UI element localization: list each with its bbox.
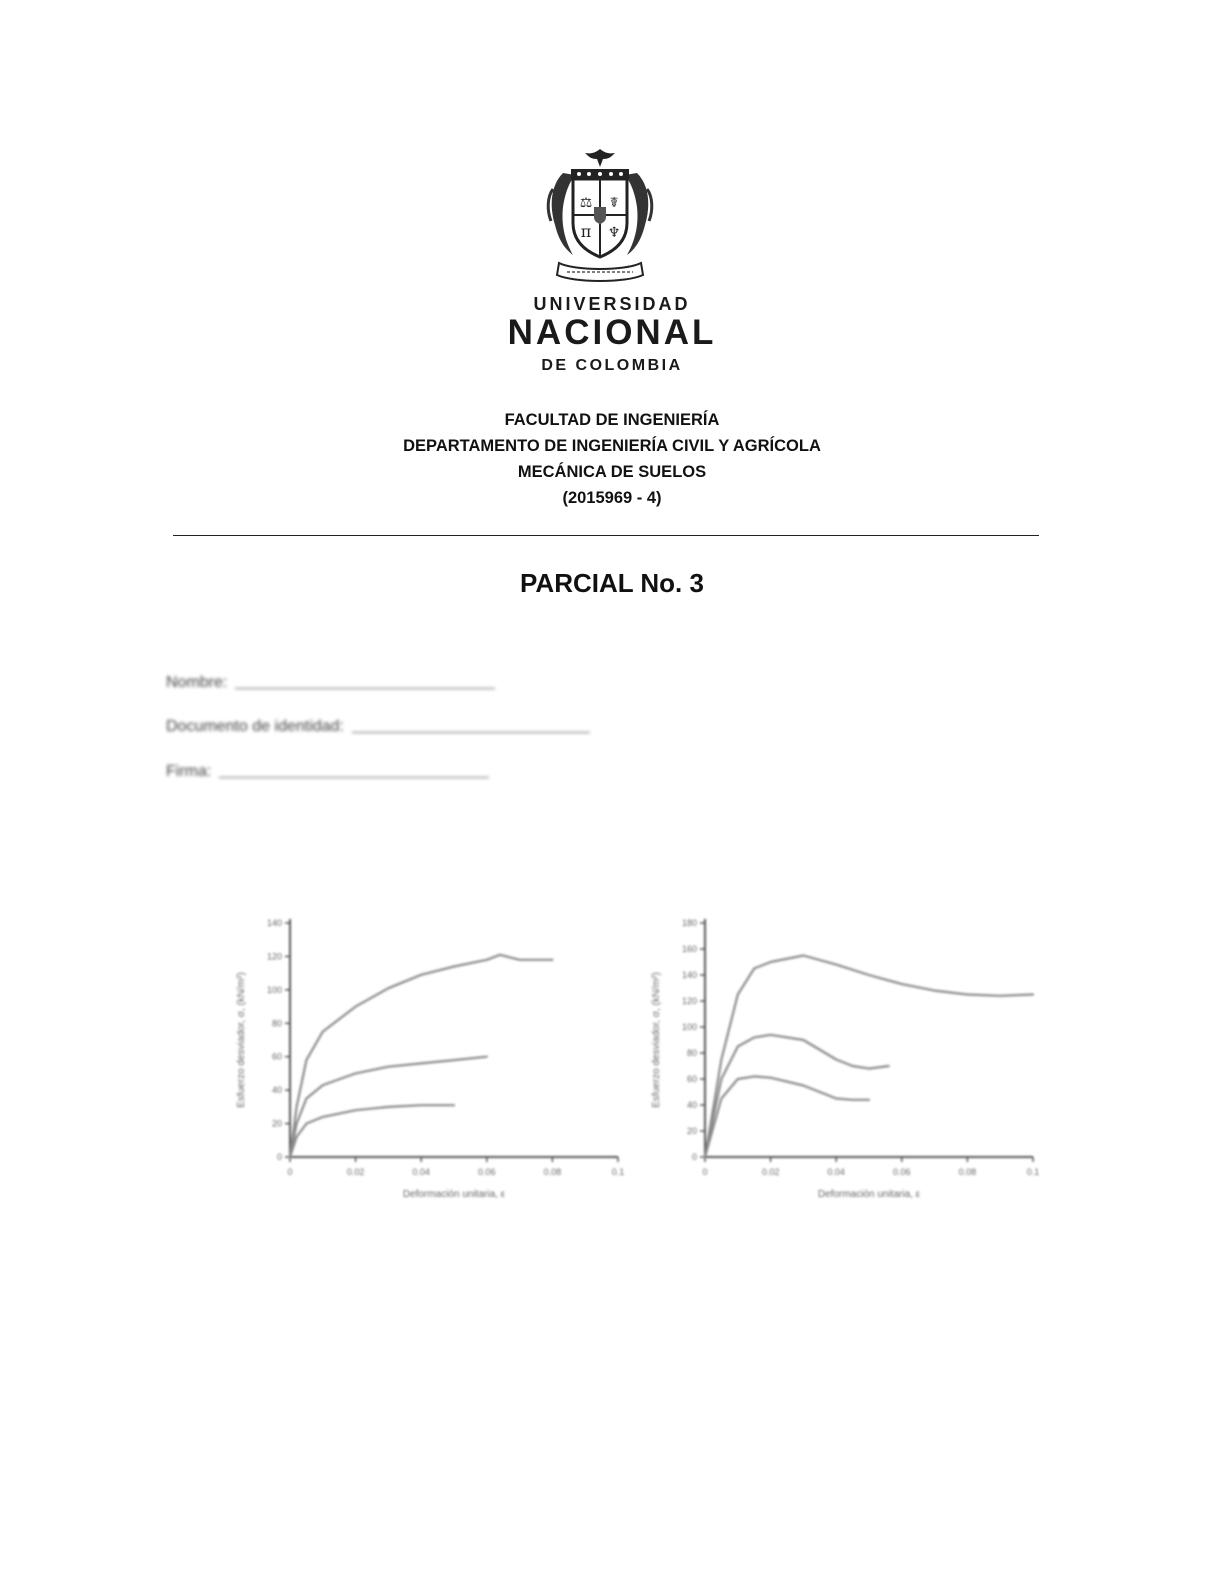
y-tick-label: 60 [686, 1074, 697, 1084]
x-tick-label: 0.06 [478, 1167, 496, 1177]
x-tick-label: 0.1 [1026, 1167, 1040, 1177]
logo-line-de-colombia: DE COLOMBIA [541, 357, 683, 374]
id-document-field-label: Documento de identidad: [166, 718, 344, 735]
y-tick-label: 60 [271, 1051, 282, 1062]
svg-text:☤: ☤ [609, 195, 619, 211]
y-tick-label: 20 [271, 1118, 282, 1129]
y-tick-label: 100 [266, 984, 282, 995]
name-field-line[interactable] [235, 688, 495, 689]
y-tick-label: 0 [276, 1152, 282, 1162]
signature-field-line[interactable] [219, 777, 489, 778]
logo-line-nacional: NACIONAL [507, 313, 717, 352]
y-tick-label: 100 [681, 1022, 697, 1032]
header-divider [173, 535, 1039, 536]
y-tick-label: 0 [691, 1152, 697, 1162]
svg-text:π: π [580, 222, 592, 241]
course-code: (2015969 - 4) [562, 489, 662, 507]
x-axis-label: Deformación unitaria, ε [817, 1189, 921, 1200]
department-heading: DEPARTAMENTO DE INGENIERÍA CIVIL Y AGRÍCOLA [403, 437, 821, 455]
svg-text:♆: ♆ [607, 225, 621, 241]
series-line-3 [705, 1076, 869, 1157]
signature-field[interactable] [166, 759, 489, 781]
x-tick-label: 0.04 [412, 1167, 430, 1177]
x-tick-label: 0.06 [893, 1167, 911, 1177]
university-seal-icon [545, 145, 655, 287]
logo-line-universidad: UNIVERSIDAD [533, 294, 691, 314]
series-line-1 [290, 955, 552, 1157]
name-field-label: Nombre: [166, 674, 228, 691]
x-tick-label: 0.08 [958, 1167, 977, 1177]
series-line-3 [290, 1105, 454, 1157]
y-axis-label: Esfuerzo desviador, σ, (kN/m²) [236, 972, 247, 1108]
y-tick-label: 120 [681, 996, 697, 1006]
stress-strain-chart-left [220, 905, 630, 1215]
signature-field-label: Firma: [166, 763, 212, 780]
y-tick-label: 40 [686, 1100, 697, 1110]
stress-strain-chart-right [635, 905, 1045, 1215]
y-tick-label: 180 [681, 918, 697, 928]
y-tick-label: 20 [686, 1126, 697, 1136]
x-tick-label: 0 [287, 1167, 293, 1177]
y-tick-label: 160 [681, 944, 697, 954]
x-tick-label: 0.04 [827, 1167, 845, 1177]
y-tick-label: 120 [266, 951, 282, 962]
y-tick-label: 80 [271, 1018, 282, 1029]
name-field[interactable] [166, 670, 495, 692]
series-line-2 [705, 1035, 889, 1157]
x-tick-label: 0.02 [346, 1167, 365, 1177]
y-axis-label: Esfuerzo desviador, σ, (kN/m²) [651, 972, 662, 1108]
x-tick-label: 0.1 [611, 1167, 625, 1177]
x-tick-label: 0.08 [543, 1167, 562, 1177]
y-tick-label: 40 [271, 1085, 282, 1096]
id-document-field[interactable] [166, 714, 590, 736]
faculty-heading: FACULTAD DE INGENIERÍA [504, 411, 720, 429]
series-line-1 [705, 956, 1033, 1158]
course-heading: MECÁNICA DE SUELOS [517, 463, 707, 481]
x-tick-label: 0 [702, 1167, 708, 1177]
x-axis-label: Deformación unitaria, ε [402, 1189, 506, 1200]
exam-title: PARCIAL No. 3 [520, 568, 704, 598]
svg-text:⚖: ⚖ [579, 195, 593, 211]
y-tick-label: 140 [266, 918, 282, 928]
x-tick-label: 0.02 [761, 1167, 780, 1177]
y-tick-label: 140 [681, 970, 697, 980]
y-tick-label: 80 [686, 1048, 697, 1058]
id-document-field-line[interactable] [352, 732, 590, 733]
